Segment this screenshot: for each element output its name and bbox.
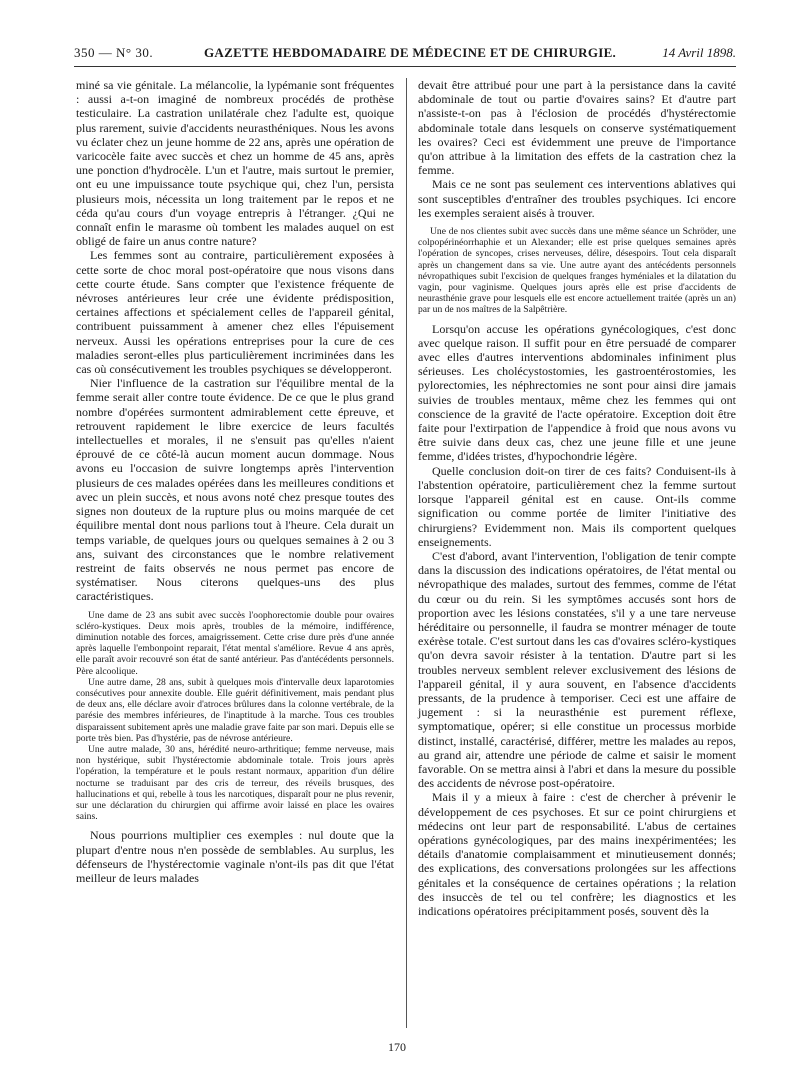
case-reports xyxy=(76,610,394,823)
case-report: Une de nos clientes subit avec succès dans une même séance un Schröder, une colpopérinéorrhaphie et un Alexander; elle est prise quelques semaines après l'opération de syncopes, crises nerveuses, délire, désespoirs. Tout cela disparaît après un changement dans sa vie. Une autre ayant des antécédents personnels névropathiques subit l'excision de quelques franges hyméniales et la dilatation du vagin, pour vaginisme. Quelques jours après elle est prise d'accidents de neurasthénie grave pour lesquels elle est encore actuellement traitée (après un an) par un de nos maîtres de la Salpêtrière. xyxy=(418,226,736,316)
case-reports xyxy=(418,226,736,316)
paragraph: C'est d'abord, avant l'intervention, l'obligation de tenir compte dans la discussion des indications opératoires, de l'état mental ou névropathique des malades, surtout des femmes, comme de l'état du cœur ou du rein. Si les symptômes accusés sont hors de proportion avec les lésions constatées, s'il y a une tare nerveuse héréditaire ou personnelle, il faudra se montrer ménager de toute exérèse totale. C'est surtout dans les cas d'ovaires scléro-kystiques qu'on devra savoir résister à la tentation. D'autre part si les troubles nerveux semblent relever exclusivement des lésions de l'appareil génital, il y aura souvent, en l'absence d'accidents pressants, de la prudence à temporiser. Ceci est une affaire de jugement : si la neurasthénie est purement réflexe, symptomatique, opérer; si elle constitue un processus morbide distinct, installé, caractérisé, différer, mettre les malades au repos, au grand air, attendre une période de calme et saisir le moment favorable. On se mettra ainsi à l'abri et dans la mesure du possible des accidents de névrose post-opératoire. xyxy=(418,548,736,791)
case-report: Une autre malade, 30 ans, hérédité neuro-arthritique; femme nerveuse, mais non hystérique, subit l'hystérectomie abdominale totale. Trois jours après l'opération, la température et le pouls restant normaux, apparition d'un délire nocturne se traduisant par des cris de terreur, des réveils brusques, des hallucinations et qui, rebelle à tous les narcotiques, disparaît pour ne plus revenir, sur une déclaration du chirurgien qui affirme avoir laissé en place les ovaires sains. xyxy=(76,743,394,823)
paragraph: Nier l'influence de la castration sur l'équilibre mental de la femme serait aller contre toute évidence. De ce que le plus grand nombre d'opérées surmontent admirablement cette épreuve, et retrouvent rapidement le libre exercice de leurs facultés intellectuelles et morales, il ne s'ensuit pas qu'elles n'aient éprouvé de ce côté-là aucun moment aucun dommage. Nous avons eu l'occasion de suivre longtemps après l'intervention plusieurs de ces malades opérées dans les meilleures conditions et avec un plein succès, et nous avons noté chez presque toutes des signes non douteux de la rupture plus ou moins marquée de cet équilibre mental dont nous parlions tout à l'heure. Cela durait un temps variable, de quelques jours ou quelques semaines à 2 ou 3 ans, suivant des circonstances que le nombre relativement restreint de faits observés ne nous permet pas encore de systématiser. Nous citerons quelques-uns des plus caractéristiques. xyxy=(76,376,394,604)
paragraph: Mais ce ne sont pas seulement ces interventions ablatives qui sont susceptibles d'entraîner des troubles psychiques. Ici encore les exemples seraient aisés à trouver. xyxy=(418,177,736,220)
paragraph: devait être attribué pour une part à la persistance dans la cavité abdominale de tout ou partie d'ovaires sains? Et d'autre part n'assiste-t-on pas à l'éclosion de procédés d'hystérectomie abdominale totale dans lesquels on conserve systématiquement les ovaires? Ceci est évidemment une preuve de l'importance qu'on attribue à la limitation des effets de la castration chez la femme. xyxy=(418,78,736,178)
column-divider xyxy=(406,78,407,1028)
paragraph: Nous pourrions multiplier ces exemples : nul doute que la plupart d'entre nous n'en possède de semblables. Au surplus, les défenseurs de l'hystérectomie vaginale n'ont-ils pas dit que l'état meilleur de leurs malades xyxy=(76,828,394,885)
paragraph: Les femmes sont au contraire, particulièrement exposées à cette sorte de choc moral post-opératoire que nous visons dans cette courte étude. Sans compter que l'existence fréquente de névroses antérieures leur crée une évidente prédisposition, certaines affections et spécialement celles de l'appareil génital, contribuent puissamment à amener chez elles l'épuisement nerveux. Aussi les opérations entreprises pour la cure de ces maladies seront-elles plus particulièrement incriminées dans les cas où consécutivement les troubles psychiques se développeront. xyxy=(76,248,394,377)
case-report: Une autre dame, 28 ans, subit à quelques mois d'intervalle deux laparotomies consécutives pour annexite double. Elle guérit définitivement, mais pendant plus de deux ans, elle déclare avoir d'atroces brûlures dans la colonne vertébrale, de la parésie des membres inférieures, de l'inaptitude à la marche. Tous ces troubles disparaissent subitement après une maladie grave faite par son mari. Depuis elle se porte très bien. Pas d'hystérie, pas de névrose antérieure. xyxy=(76,676,394,744)
left-column xyxy=(76,78,394,885)
issue-date: 14 Avril 1898. xyxy=(662,45,736,60)
page-number: 350 — N° 30. xyxy=(74,45,154,60)
journal-title: GAZETTE HEBDOMADAIRE DE MÉDECINE ET DE CHIRURGIE. xyxy=(204,45,617,60)
folio-number: 170 xyxy=(388,1040,406,1054)
case-report: Une dame de 23 ans subit avec succès l'oophorectomie double pour ovaires scléro-kystiques. Deux mois après, troubles de la mémoire, indifférence, diminution notable des forces, amaigrissement. Cette crise dure près d'une année après laquelle l'embonpoint reparait, l'état mental s'améliore. Revue 4 ans après, elle paraît avoir recouvré son état de santé antérieur. Pas d'antécédents personnels. Père alcoolique. xyxy=(76,609,394,677)
running-header xyxy=(74,42,736,64)
header-rule xyxy=(74,66,736,67)
paragraph: Lorsqu'on accuse les opérations gynécologiques, c'est donc avec quelque raison. Il suffit pour en être persuadé de comparer avec elles d'autres interventions abdominales infiniment plus sérieuses. Les cholécystostomies, les gastroentérostomies, les pylorectomies, les néphrectomies ne sont pour ainsi dire jamais suivies de troubles mentaux, même chez les femmes qui ont conscience de la gravité de l'acte opératoire. Exception doit être faite pour l'extirpation de l'appendice à froid que nous avons vu être suivie dans deux cas, chez une jeune fille et une jeune femme, d'idées tristes, d'hypochondrie légère. xyxy=(418,321,736,464)
paragraph: Mais il y a mieux à faire : c'est de chercher à prévenir le développement de ces psychoses. Et sur ce point chirurgiens et médecins ont leur part de responsabilité. L'abus de certaines opérations gynécologiques, par des mains inexpérimentées; les détails d'anatomie complaisamment et minutieusement donnés; des explications, des conversations prolongées sur les affections génitales et la conséquence de certaines opérations ; la relation des insuccès de tel ou tel confrère; les diagnostics et les indications opératoires précipitamment posés, souvent dès la xyxy=(418,790,736,918)
paragraph: miné sa vie génitale. La mélancolie, la lypémanie sont fréquentes : aussi a-t-on imaginé de nombreux procédés de prothèse testiculaire. La castration unilatérale chez l'adulte est, quoique plus rarement, suivie d'accidents neurasthéniques. Nous les avons vu éclater chez un jeune homme de 22 ans, après une opération de varicocèle faite avec succès et chez un homme de 45 ans, après une ponction d'hydrocèle. L'un et l'autre, mais surtout le premier, ont eu une impuissance toute psychique qui, chez l'un, persista plusieurs mois, nécessita un long traitement par le repos et ne céda qu'au cours d'un voyage entrepris à l'étranger. ¿Qui ne connaît enfin le marasme où tombent les malades auquel on est obligé de faire un anus contre nature? xyxy=(76,78,394,249)
right-column xyxy=(418,78,736,918)
paragraph: Quelle conclusion doit-on tirer de ces faits? Conduisent-ils à l'abstention opératoire, particulièrement chez la femme surtout lorsque l'appareil génital est en cause. Ont-ils comme signification ou comme portée de limiter l'initiative des chirurgiens? Evidemment non. Mais ils comportent quelques enseignements. xyxy=(418,463,736,549)
